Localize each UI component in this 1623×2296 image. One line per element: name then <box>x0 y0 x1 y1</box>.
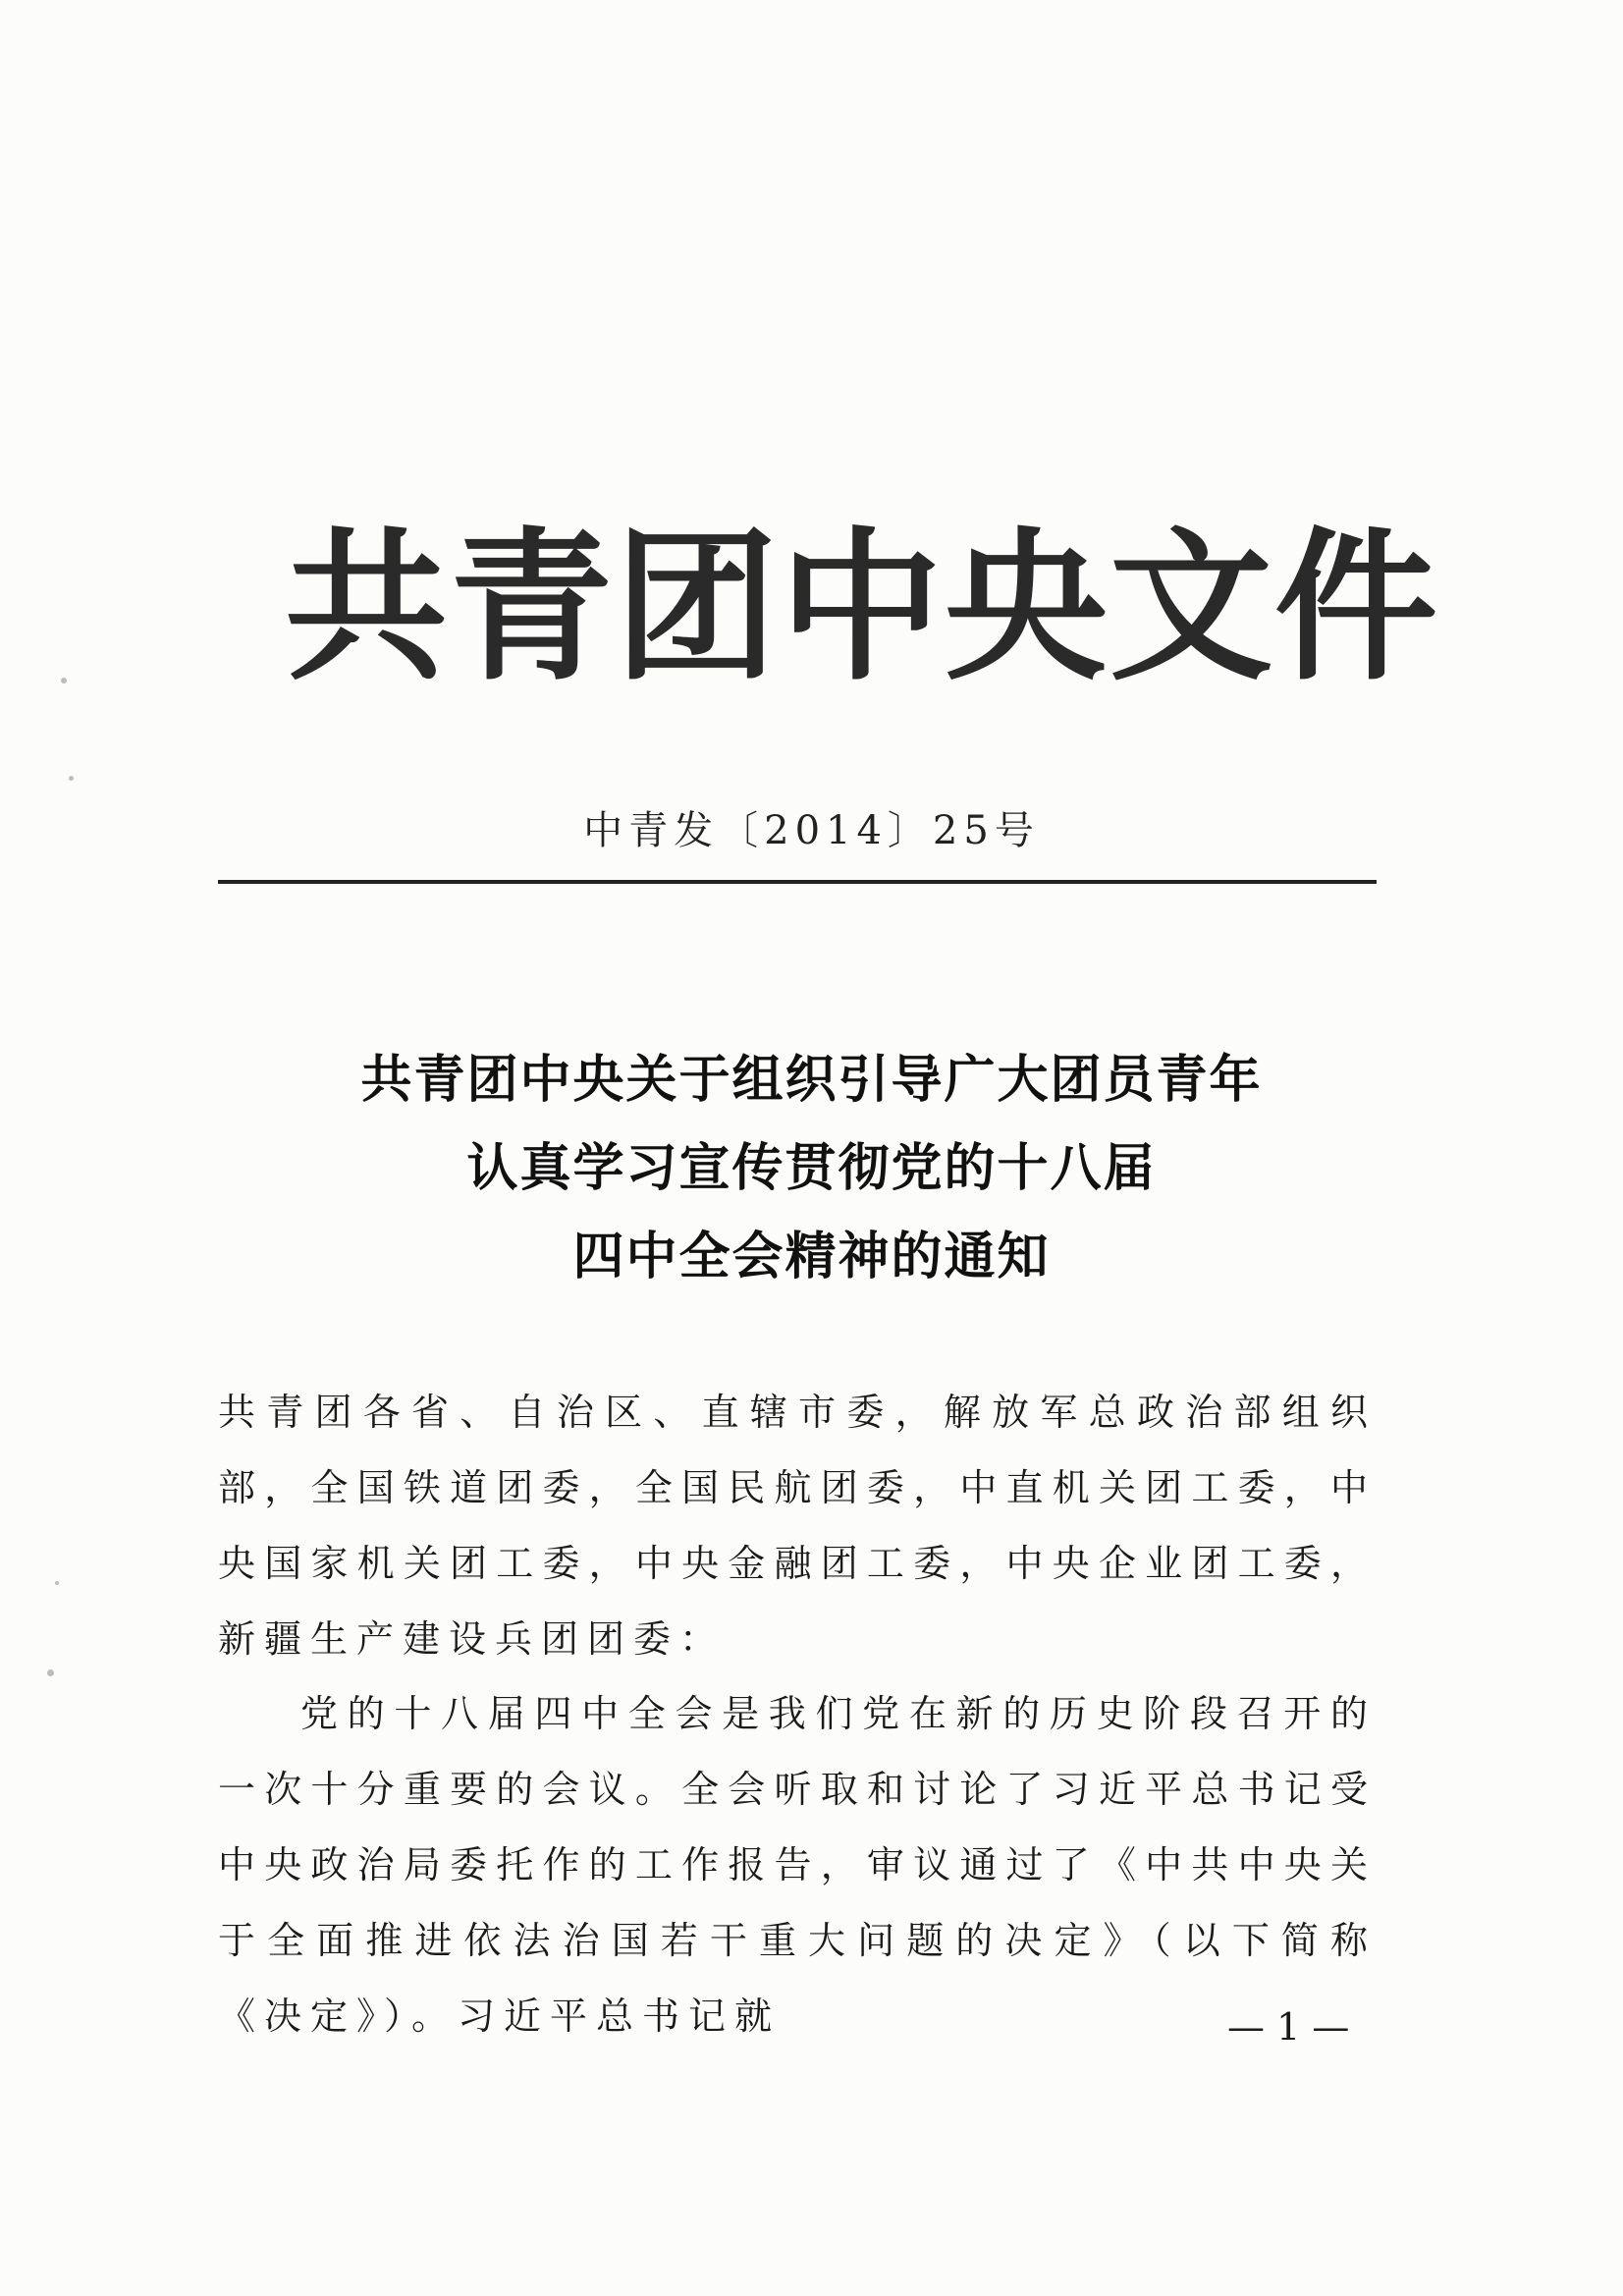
scan-speck <box>61 678 67 683</box>
document-number: 中青发〔2014〕25号 <box>583 808 1040 853</box>
scan-speck <box>55 1581 59 1585</box>
scan-speck <box>69 776 74 781</box>
notice-title-line: 认真学习宣传贯彻党的十八届 <box>466 1139 1157 1198</box>
notice-title <box>0 1036 1623 1301</box>
addressee-paragraph: 共青团各省、自治区、直辖市委，解放军总政治部组织部，全国铁道团委，全国民航团委，中直机关团工委，中央国家机关团工委，中央金融团工委，中央企业团工委，新疆生产建设兵团团委： <box>218 1391 1377 1661</box>
body-paragraph: 党的十八届四中全会是我们党在新的历史阶段召开的一次十分重要的会议。全会听取和讨论了习近平总书记受中央政治局委托作的工作报告，审议通过了《中共中央关于全面推进依法治国若干重大问题的决定》（以下简称《决定》）。习近平总书记就 <box>218 1692 1377 2038</box>
page-number: — 1 — <box>1227 2005 1350 2049</box>
notice-title-line: 四中全会精神的通知 <box>572 1228 1051 1286</box>
document-header-title: 共青团中央文件 <box>285 514 1439 703</box>
notice-title-line: 共青团中央关于组织引导广大团员青年 <box>360 1051 1263 1110</box>
header-divider <box>218 880 1377 884</box>
scan-speck <box>47 1669 54 1676</box>
